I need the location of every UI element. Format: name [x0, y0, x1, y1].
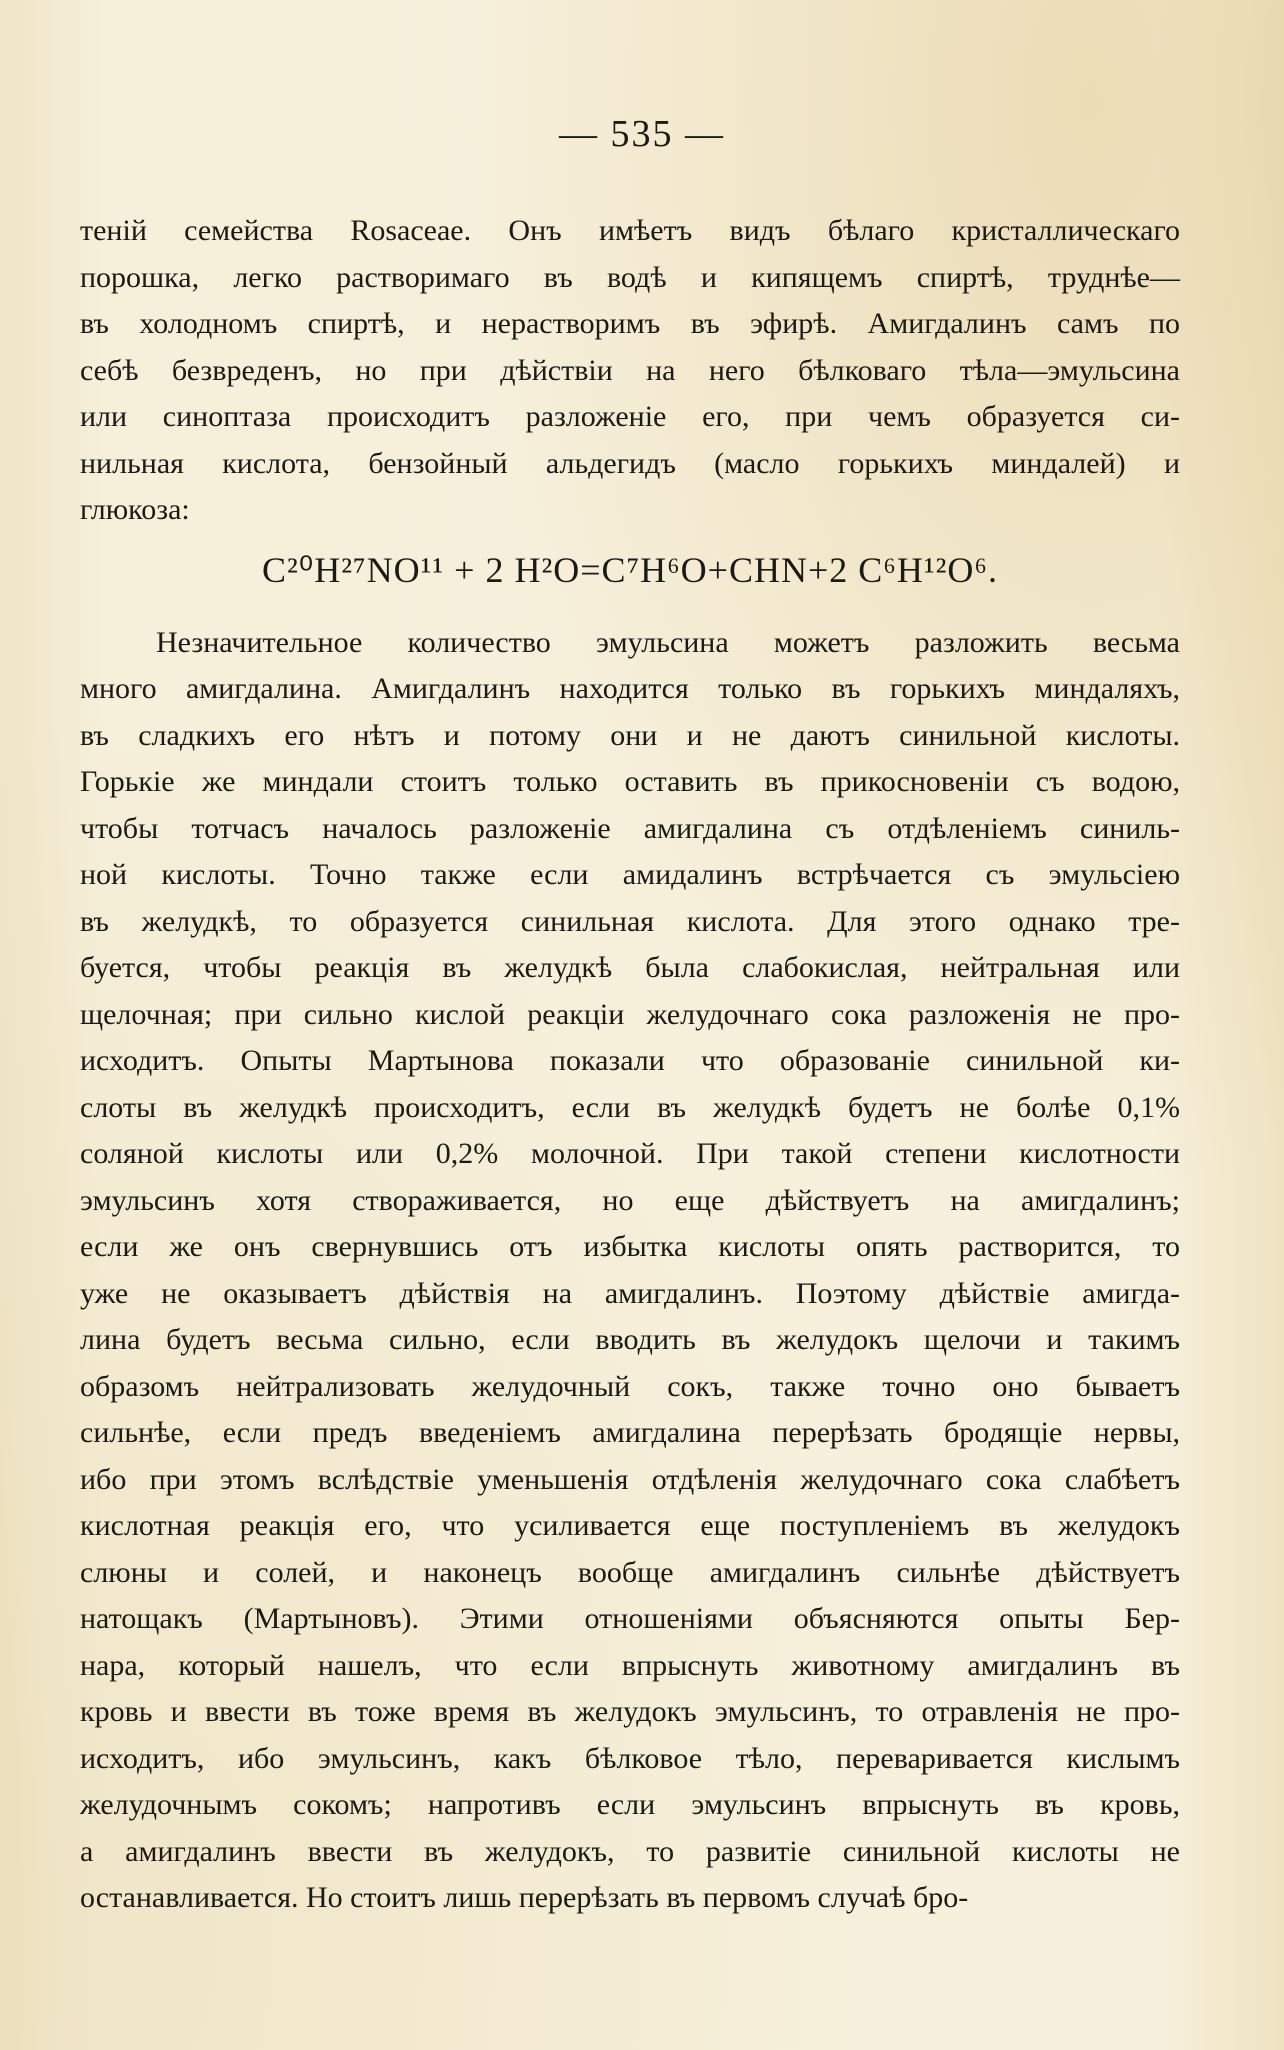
text-line: слюны и солей, и наконецъ вообще амигдалинъ сильнѣе дѣйствуетъ: [80, 1555, 1180, 1589]
paragraph: [80, 620, 1180, 1922]
text-line: а амигдалинъ ввести въ желудокъ, то развитiе синильной кислоты не: [80, 1834, 1180, 1868]
text-line: сильнѣе, если предъ введенiемъ амигдалина перерѣзать бродящiе нервы,: [80, 1416, 1180, 1449]
text-line: если же онъ свернувшись отъ избытка кислоты опять растворится, то: [80, 1230, 1180, 1263]
text-line: уже не оказываетъ дѣйствiя на амигдалинъ. Поэтому дѣйствiе амигда-: [80, 1276, 1180, 1310]
text-line: эмульсинъ хотя створаживается, но еще дѣйствуетъ на амигдалинъ;: [80, 1183, 1180, 1217]
body-text: [80, 208, 1180, 1922]
text-line: въ сладкихъ его нѣтъ и потому они и не даютъ синильной кислоты.: [80, 718, 1180, 752]
text-line: въ желудкѣ, то образуется синильная кислота. Для этого однако тре-: [80, 904, 1180, 938]
text-line: кислотная реакцiя его, что усиливается еще поступленiемъ въ желудокъ: [80, 1509, 1180, 1542]
text-line: глюкоза:: [80, 493, 190, 526]
text-line: исходитъ. Опыты Мартынова показали что образованiе синильной ки-: [80, 1044, 1180, 1077]
text-line: останавливается. Но стоитъ лишь перерѣзать въ первомъ случаѣ бро-: [80, 1881, 969, 1914]
text-line: Незначительное количество эмульсина можетъ разложить весьма: [156, 625, 1180, 659]
text-line: образомъ нейтрализовать желудочный сокъ, также точно оно бываетъ: [80, 1369, 1180, 1403]
text-line: исходитъ, ибо эмульсинъ, какъ бѣлковое тѣло, переваривается кислымъ: [80, 1741, 1180, 1775]
chemical-formula: C²⁰H²⁷NO¹¹ + 2 H²O=C⁷H⁶O+CHN+2 C⁶H¹²O⁶.: [262, 549, 998, 590]
text-line: ибо при этомъ вслѣдствiе уменьшенiя отдѣленiя желудочнаго сока слабѣетъ: [80, 1462, 1180, 1496]
text-line: или синоптаза происходитъ разложенiе его, при чемъ образуется си-: [80, 400, 1180, 433]
text-line: ной кислоты. Точно также если амидалинъ встрѣчается съ эмульсiею: [80, 858, 1180, 891]
text-line: чтобы тотчасъ началось разложенiе амигдалина съ отдѣленiемъ синиль-: [80, 811, 1180, 845]
text-line: желудочнымъ сокомъ; напротивъ если эмульсинъ впрыснуть въ кровь,: [80, 1788, 1180, 1821]
text-line: буется, чтобы реакцiя въ желудкѣ была слабокислая, нейтральная или: [80, 951, 1180, 984]
page-number: — 535 —: [559, 113, 725, 155]
text-line: лина будетъ весьма сильно, если вводить въ желудокъ щелочи и такимъ: [80, 1323, 1180, 1356]
text-line: соляной кислоты или 0,2% молочной. При такой степени кислотности: [80, 1137, 1180, 1170]
text-line: нильная кислота, бензойный альдегидъ (масло горькихъ миндалей) и: [80, 446, 1180, 480]
paragraph-continued: [80, 208, 1180, 534]
text-line: натощакъ (Мартыновъ). Этими отношенiями объясняются опыты Бер-: [80, 1602, 1180, 1635]
text-line: тенiй семейства Rosaceae. Онъ имѣетъ видъ бѣлаго кристаллическаго: [80, 214, 1180, 247]
text-line: Горькiе же миндали стоитъ только оставить въ прикосновенiи съ водою,: [80, 765, 1180, 798]
text-line: порошка, легко растворимаго въ водѣ и кипящемъ спиртѣ, труднѣе—: [80, 260, 1180, 294]
text-line: нара, который нашелъ, что если впрыснуть животному амигдалинъ въ: [80, 1648, 1180, 1682]
text-line: щелочная; при сильно кислой реакцiи желудочнаго сока разложенiя не про-: [80, 997, 1180, 1031]
text-line: слоты въ желудкѣ происходитъ, если въ желудкѣ будетъ не болѣе 0,1%: [80, 1090, 1180, 1124]
text-line: себѣ безвреденъ, но при дѣйствiи на него бѣлковаго тѣла—эмульсина: [80, 353, 1180, 387]
text-line: въ холодномъ спиртѣ, и нерастворимъ въ эфирѣ. Амигдалинъ самъ по: [80, 307, 1180, 340]
text-line: много амигдалина. Амигдалинъ находится только въ горькихъ миндаляхъ,: [80, 672, 1180, 705]
text-line: кровь и ввести въ тоже время въ желудокъ эмульсинъ, то отравленiя не про-: [80, 1695, 1180, 1728]
